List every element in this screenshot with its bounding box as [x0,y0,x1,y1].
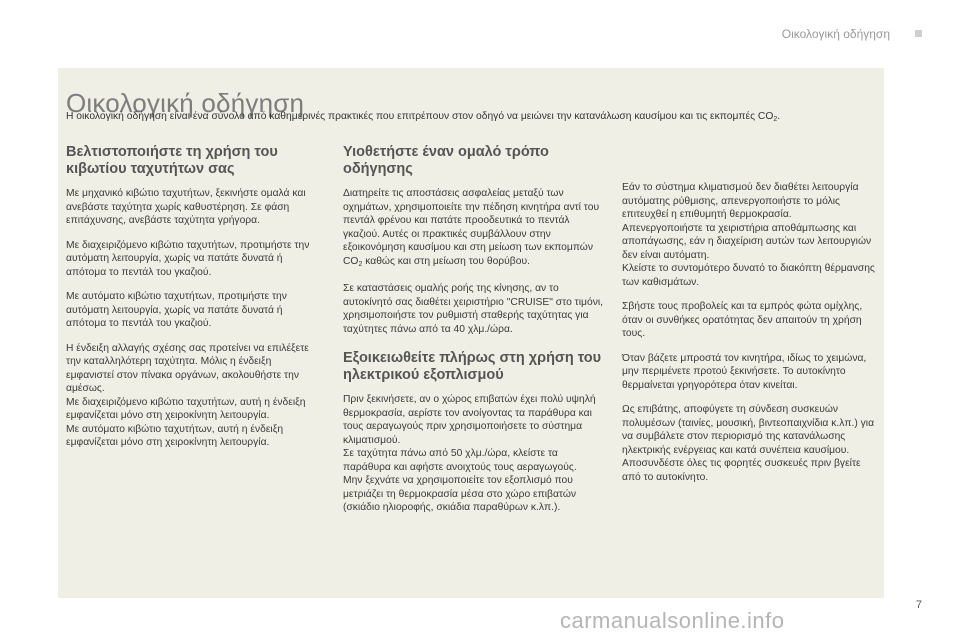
section-title-smooth: Υιοθετήστε έναν ομαλό τρόπο οδήγησης [343,144,549,177]
smooth-p1-text: Διατηρείτε τις αποστάσεις ασφαλείας μεταξύ των οχημάτων, χρησιμοποιείτε την πέδηση κινητήρα αντί του πεντάλ φρένου και πατάτε προοδευτικά το πεντάλ γκαζιού. Αυτές οι πρακτικές συμβάλλουν στην εξοικονόμηση καυσίμου και στη μείωση των εκπομπών CO [343,188,600,267]
gearbox-paragraph-1: Με μηχανικό κιβώτιο ταχυτήτων, ξεκινήστε ομαλά και ανεβάστε ταχύτητα χωρίς καθυστέρηση. Σε φάση επιτάχυνσης, ανεβάστε ταχύτητα γρήγορα. [66,188,306,226]
intro-subscript: 2 [773,116,778,123]
column-gearbox [66,144,316,461]
smooth-paragraph-2: Σε καταστάσεις ομαλής ροής της κίνησης, αν το αυτοκίνητό σας διαθέτει χειριστήριο "CRUISE" στο τιμόνι, χρησιμοποιήστε τον ρυθμιστή σταθερής ταχύτητας για ταχύτητες πάνω από τα 40 χλμ./ώρα. [343,283,603,335]
equipment-paragraph-1: Εάν το σύστημα κλιματισμού δεν διαθέτει λειτουργία αυτόματης ρύθμισης, απενεργοποιήστε το μόλις επιτευχθεί η επιθυμητή θερμοκρασία. Απενεργοποιήστε τα χειριστήρια αποθάμπωσης και αποπάγωσης, εάν η διαχείριση αυτών των λειτουργιών δεν είναι αυτόματη. Κλείστε το συντομότερο δυνατό το διακόπτη θέρμανσης των καθισμάτων. [622,182,875,288]
electrical-paragraph-1: Πριν ξεκινήσετε, αν ο χώρος επιβατών έχει πολύ υψηλή θερμοκρασία, αερίστε τον ανοίγοντας τα παράθυρα και τους αεραγωγούς πριν χρησιμοποιήσετε το σύστημα κλιματισμού. Σε ταχύτητα πάνω από 50 χλμ./ώρα, κλείστε τα παράθυρα και αφήστε ανοιχτούς τους αεραγωγούς. Μην ξεχνάτε να χρησιμοποιείτε τον εξοπλισμό που μετριάζει τη θερμοκρασία μέσα στο χώρο επιβατών (σκιάδιο ηλιοροφής, σκιάδια παραθύρων κ.λπ.). [343,394,596,513]
gearbox-paragraph-3: Με αυτόματο κιβώτιο ταχυτήτων, προτιμήστε την αυτόματη λειτουργία, χωρίς να πατάτε δυνατά ή απότομα το πεντάλ του γκαζιού. [66,291,287,329]
running-header: Οικολογική οδήγηση [781,27,890,41]
section-title-gearbox: Βελτιστοποιήστε τη χρήση του κιβωτίου ταχυτήτων σας [66,144,278,177]
gearbox-paragraph-2: Με διαχειριζόμενο κιβώτιο ταχυτήτων, προτιμήστε την αυτόματη λειτουργία, χωρίς να πατάτε δυνατά ή απότομα το πεντάλ του γκαζιού. [66,239,310,278]
smooth-p1-end: καθώς και στη μείωση του θορύβου. [362,255,530,267]
page-title: Οικολογική οδήγηση [66,88,305,119]
equipment-paragraph-3: Όταν βάζετε μπροστά τον κινητήρα, ιδίως το χειμώνα, μην περιμένετε προτού ξεκινήσετε. Το αυτοκίνητο θερμαίνεται γρηγορότερα όταν κινείται. [622,352,867,391]
equipment-paragraph-4: Ως επιβάτης, αποφύγετε τη σύνδεση συσκευών πολυμέσων (ταινίες, μουσική, βιντεοπαιχνίδια κ.λπ.) για να συμβάλετε στον περιορισμό της κατανάλωσης ηλεκτρικής ενέργειας και κατά συνέπεια καυσίμου. Αποσυνδέστε όλες τις φορητές συσκευές πριν βγείτε από το αυτοκίνητο. [622,404,875,483]
watermark: carmanualsonline.info [560,608,785,633]
page-number: 7 [915,599,922,611]
smooth-paragraph-1 [343,187,605,271]
equipment-paragraph-2: Σβήστε τους προβολείς και τα εμπρός φώτα ομίχλης, όταν οι συνθήκες ορατότητας δεν απαιτούν τη χρήση τους. [622,301,863,339]
intro-end: . [777,111,781,122]
gearbox-paragraph-4: Η ένδειξη αλλαγής σχέσης σας προτείνει να επιλέξετε την καταλληλότερη ταχύτητα. Μόλις η ένδειξη εμφανιστεί στον πίνακα οργάνων, ακολουθήστε την αμέσως. Με διαχειριζόμενο κιβώτιο ταχυτήτων, αυτή η ένδειξη εμφανίζεται μόνο στη χειροκίνητη λειτουργία. Με αυτόματο κιβώτιο ταχυτήτων, αυτή η ένδειξη εμφανίζεται μόνο στη χειροκίνητη λειτουργία. [66,342,309,448]
column-smooth-driving [343,144,605,526]
header-marker [915,30,922,37]
intro-text: Η οικολογική οδήγηση είναι ένα σύνολο από καθημερινές πρακτικές που επιτρέπουν στον οδηγό να μειώνει την κατανάλωση καυσίμου και τις εκπομπές CO [66,111,774,122]
section-title-electrical: Εξοικειωθείτε πλήρως στη χρήση του ηλεκτρικού εξοπλισμού [343,350,602,383]
column-equipment [622,181,880,495]
smooth-p1-subscript: 2 [358,260,363,268]
intro-paragraph [66,111,780,123]
